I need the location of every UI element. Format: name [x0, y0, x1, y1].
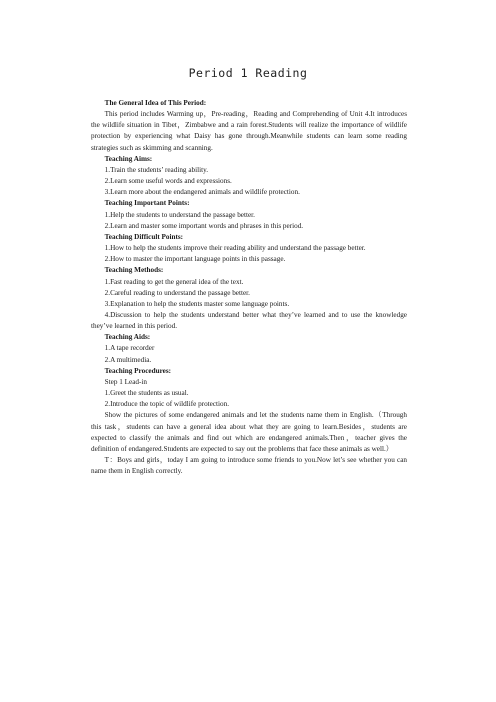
teaching-aim-item: 2.Learn some useful words and expressions. — [104, 177, 232, 186]
teaching-methods-heading: Teaching Methods: — [104, 266, 164, 275]
teaching-aids-heading: Teaching Aids: — [104, 333, 151, 342]
important-point-item: 1.Help the students to understand the passage better. — [104, 210, 255, 219]
teaching-method-item: 1.Fast reading to get the general idea of the text. — [104, 277, 244, 286]
teaching-aims-heading: Teaching Aims: — [104, 154, 153, 163]
teaching-procedures-heading: Teaching Procedures: — [104, 366, 172, 375]
teaching-aim-item: 3.Learn more about the endangered animals and wildlife protection. — [104, 188, 300, 197]
difficult-point-item: 2.How to master the important language points in this passage. — [104, 255, 286, 264]
page-title: Period 1 Reading — [188, 66, 308, 80]
difficult-points-heading: Teaching Difficult Points: — [104, 232, 184, 241]
general-idea-heading: The General Idea of This Period: — [104, 99, 207, 107]
teaching-method-item: 3.Explanation to help the students master some language points. — [104, 299, 290, 308]
general-idea-text: This period includes Warming up，Pre-reading，Reading and Comprehending of Unit 4.It introduces the wildlife situation in Tibet，Zimbabwe and a rain forest.Students will realize the importance of wildlife protection by experiencing what Daisy has gone through.Meanwhile students can learn some reading strategies such as skimming and scanning. — [91, 110, 407, 152]
teaching-method-item: 2.Careful reading to understand the passage better. — [104, 288, 250, 297]
teacher-dialogue: T：Boys and girls，today I am going to introduce some friends to you.Now let’s see whether you can name them in English correctly. — [91, 456, 407, 476]
show-pictures-paragraph: Show the pictures of some endangered animals and let the students name them in English.（Through this task，students can have a general idea about what they are going to learn.Besides，students are expected to classify the animals and find out which are endangered animals.Then，teacher gives the definition of endangered.Students are expected to say out the problems that face these animals as well.） — [91, 411, 407, 453]
document-body — [91, 98, 407, 477]
teaching-method-item: 4.Discussion to help the students understand better what they’ve learned and to use the knowledge they’ve learned in this period. — [91, 310, 407, 331]
teaching-aid-item: 2.A multimedia. — [104, 355, 152, 364]
step-item: 2.Introduce the topic of wildlife protection. — [104, 400, 230, 409]
important-point-item: 2.Learn and master some important words and phrases in this period. — [104, 221, 304, 230]
important-points-heading: Teaching Important Points: — [104, 199, 190, 208]
step-heading: Step 1 Lead-in — [104, 377, 147, 386]
teaching-aid-item: 1.A tape recorder — [104, 344, 155, 353]
difficult-point-item: 1.How to help the students improve their reading ability and understand the passage better. — [104, 244, 366, 253]
step-item: 1.Greet the students as usual. — [104, 389, 189, 398]
teaching-aim-item: 1.Train the students’ reading ability. — [104, 165, 209, 174]
